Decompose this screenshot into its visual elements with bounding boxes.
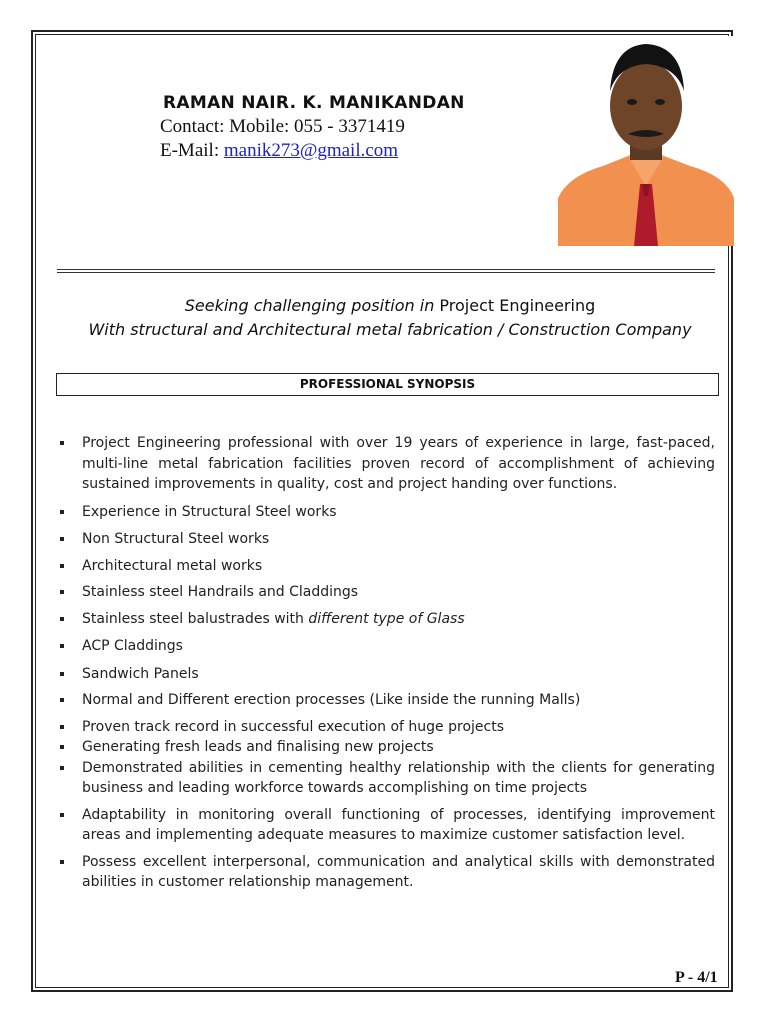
mobile-label: Contact: Mobile: (160, 116, 295, 137)
list-item: Experience in Structural Steel works (58, 502, 715, 523)
objective-line-2 (40, 320, 740, 339)
list-item: Demonstrated abilities in cementing healthy relationship with the clients for generating business and leading workforce towards accomplishing on time projects (58, 758, 715, 799)
list-item: ACP Claddings (58, 636, 715, 657)
header-divider-double (57, 272, 715, 273)
candidate-name: RAMAN NAIR. K. MANIKANDAN (163, 93, 465, 113)
list-item-italic: different type of Glass (308, 610, 465, 627)
list-item-text: Stainless steel balustrades with (82, 610, 309, 627)
objective-industry: With structural and Architectural metal fabrication / Construction Company (88, 320, 692, 339)
list-item: Normal and Different erection processes (Like inside the running Malls) (58, 690, 715, 711)
objective-line-1 (40, 296, 740, 315)
contact-email (160, 140, 398, 162)
portrait-illustration (558, 36, 734, 246)
list-item (58, 609, 715, 630)
contact-mobile (160, 116, 405, 138)
synopsis-list (58, 433, 715, 893)
profile-photo (558, 36, 734, 246)
list-item: Proven track record in successful execution of huge projects (58, 717, 715, 738)
list-item: Generating fresh leads and finalising new projects (58, 737, 715, 758)
objective-field: Project Engineering (439, 296, 596, 315)
list-item: Adaptability in monitoring overall functioning of processes, identifying improvement areas and implementing adequate measures to maximize customer satisfaction level. (58, 805, 715, 846)
list-item: Project Engineering professional with over 19 years of experience in large, fast-paced, multi-line metal fabrication facilities proven record of accomplishment of achieving sustained improvements in quality, cost and project handing over functions. (58, 433, 715, 495)
list-item: Sandwich Panels (58, 664, 715, 685)
list-item: Architectural metal works (58, 556, 715, 577)
page-number: P - 4/1 (675, 969, 718, 986)
objective-intro: Seeking challenging position in (184, 296, 440, 315)
list-item: Stainless steel Handrails and Claddings (58, 582, 715, 603)
email-link[interactable]: manik273@gmail.com (223, 140, 399, 161)
email-label: E-Mail: (160, 140, 224, 161)
section-heading: PROFESSIONAL SYNOPSIS (56, 373, 719, 396)
header-divider (57, 269, 715, 270)
list-item: Non Structural Steel works (58, 529, 715, 550)
list-item: Possess excellent interpersonal, communication and analytical skills with demonstrated abilities in customer relationship management. (58, 852, 715, 893)
mobile-number: 055 - 3371419 (294, 116, 405, 137)
